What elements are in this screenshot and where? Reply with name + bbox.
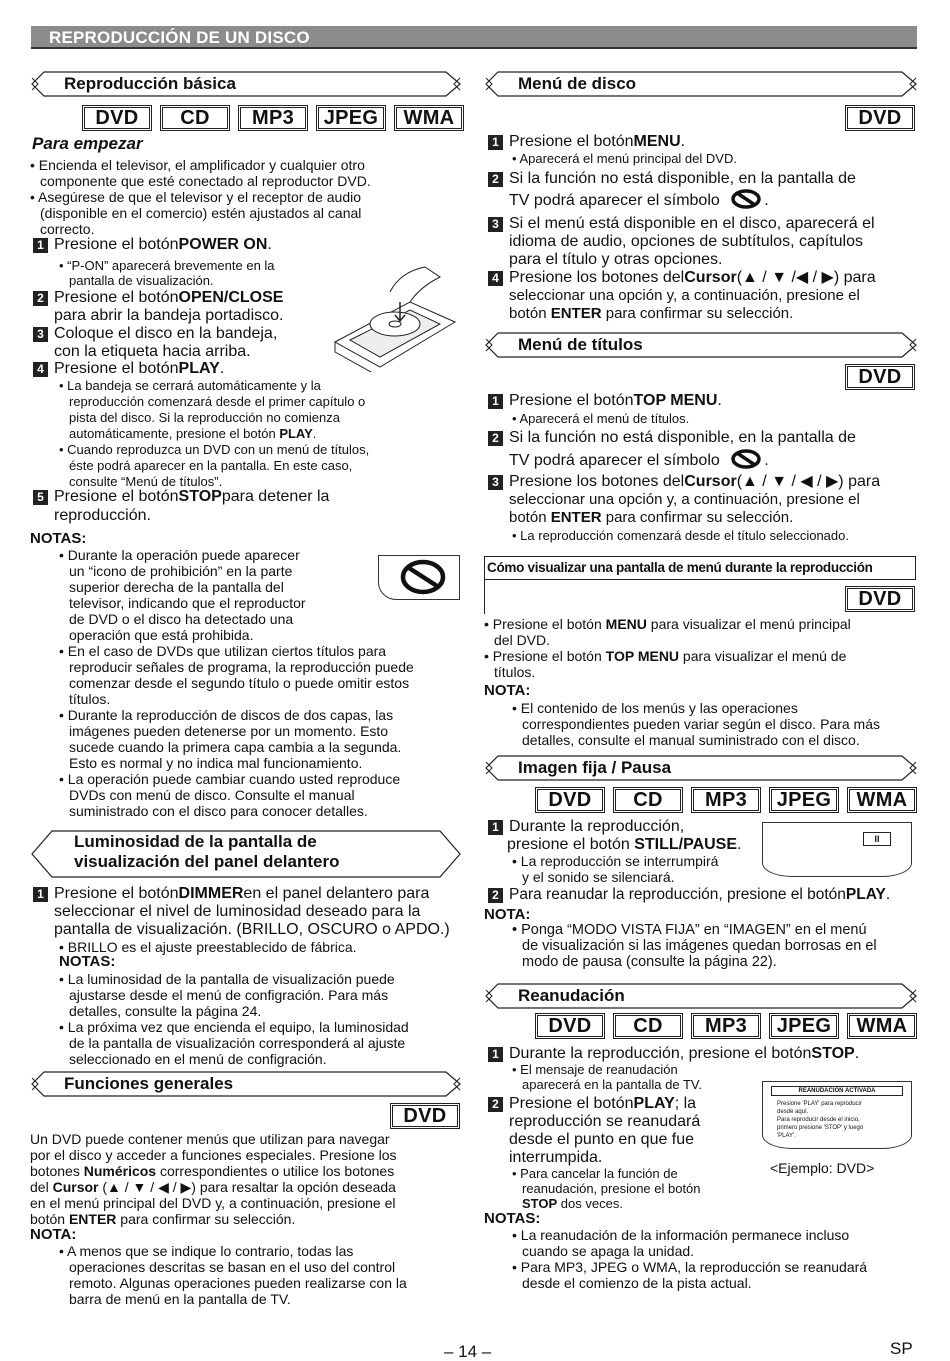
intro-line: • Asegúrese de que el televisor y el receptor de audio <box>30 189 361 205</box>
text: para el título y otras opciones. <box>509 251 723 268</box>
text: • A menos que se indique lo contrario, todas las <box>59 1243 354 1259</box>
disco-step-1 <box>488 133 685 151</box>
text: Para reanudar la reproducción, presione el botón <box>509 886 846 903</box>
text: . <box>267 236 272 253</box>
text: automáticamente, presione el botón <box>69 426 280 441</box>
step-number: 4 <box>33 362 48 377</box>
text: un “icono de prohibición” en la parte <box>69 563 293 579</box>
text: . <box>717 392 722 409</box>
text: consulte “Menú de títulos”. <box>69 474 223 489</box>
titulos-step-3-note: • La reproducción comenzará desde el título seleccionado. <box>512 528 849 543</box>
text: Presione el botón <box>54 360 179 377</box>
text: . <box>219 360 225 377</box>
step-1 <box>33 236 272 254</box>
text: • El contenido de los menús y las operaciones <box>512 700 798 716</box>
step-number: 1 <box>488 394 503 409</box>
text: Cursor <box>52 1179 99 1195</box>
text: seleccionado en el menú de configración. <box>69 1051 327 1067</box>
section-title: Imagen fija / Pausa <box>518 758 672 777</box>
text: remoto. Algunas operaciones pueden realizarse con la <box>69 1275 407 1291</box>
text: • Durante la reproducción de discos de dos capas, las <box>59 707 394 723</box>
text: desde el comienzo de la pista actual. <box>522 1275 752 1291</box>
text: (▲ / ▼ /◀ / ▶) para <box>736 269 876 286</box>
dvd-badge: DVD <box>845 364 915 390</box>
text: Presione los botones del <box>509 269 685 286</box>
text: Cursor <box>684 473 737 490</box>
text: reanudación, presione el botón <box>522 1181 701 1196</box>
titulos-step-2 <box>488 429 856 447</box>
text: Presione el botón <box>54 236 179 253</box>
titulos-step-3-lines <box>509 491 860 527</box>
text: • En el caso de DVDs que utilizan ciertos títulos para <box>59 643 387 659</box>
text: • La luminosidad de la pantalla de visualización puede <box>59 971 395 987</box>
text: títulos. <box>494 664 536 680</box>
text: ENTER <box>68 1211 117 1227</box>
text: STOP <box>811 1045 855 1062</box>
titulos-step-3 <box>488 473 880 491</box>
notas-heading: NOTAS: <box>59 953 116 970</box>
step-3-line: con la etiqueta hacia arriba. <box>54 343 251 360</box>
resume-caption: <Ejemplo: DVD> <box>770 1160 875 1176</box>
intro-line: componente que esté conectado al reproductor DVD. <box>40 173 371 189</box>
step-number: 5 <box>33 490 48 505</box>
fija-nota-list <box>512 922 877 970</box>
text: STOP <box>522 1196 558 1211</box>
text: Para reproducir desde el inicio, <box>777 1117 860 1123</box>
page-number: – 14 – <box>444 1342 492 1361</box>
funciones-nota-list <box>59 1243 407 1307</box>
text: • Durante la operación puede aparecer <box>59 547 300 563</box>
notas-heading: NOTAS: <box>484 1210 541 1227</box>
text: Si el menú está disponible en el disco, aparecerá el <box>509 215 875 232</box>
text: OPEN/CLOSE <box>178 289 284 306</box>
text: suministrado con el disco para conocer detalles. <box>69 803 368 819</box>
text: de visualización si las imágenes quedan borrosas en el <box>522 938 877 954</box>
text: televisor, indicando que el reproductor <box>69 595 306 611</box>
text: en el menú principal del DVD y, a continuación, presione el <box>30 1195 396 1211</box>
intro-list <box>30 157 371 237</box>
text: • Ponga “MODO VISTA FIJA” en “IMAGEN” en el menú <box>512 922 867 938</box>
text: DIMMER <box>178 885 244 902</box>
text: seleccionar una opción y, a continuación, presione el <box>509 491 860 508</box>
section-header-basica <box>30 70 462 98</box>
disco-step-1-note: • Aparecerá el menú principal del DVD. <box>512 151 737 166</box>
text: • Cuando reproduzca un DVD con un menú de títulos, <box>59 442 370 457</box>
text: en el panel delantero para <box>243 885 430 902</box>
jpeg-badge: JPEG <box>769 787 839 813</box>
page-banner <box>31 26 917 49</box>
dvd-badge: DVD <box>390 1103 460 1129</box>
step-number: 2 <box>488 1097 503 1112</box>
text: para visualizar el menú principal <box>646 616 851 632</box>
section-title: Menú de títulos <box>518 335 643 354</box>
step-5-line: reproducción. <box>54 507 151 524</box>
prohibition-screen <box>378 555 460 600</box>
text: interrumpida. <box>509 1149 603 1166</box>
step-number: 1 <box>488 1047 503 1062</box>
text: ENTER <box>550 305 602 322</box>
text: TOP MENU <box>605 648 680 664</box>
text: seleccionar el nivel de luminosidad deseado para la <box>54 903 421 920</box>
text: Presione el botón <box>54 289 179 306</box>
text: imágenes pueden detenerse por un momento. Esto <box>69 723 389 739</box>
step-number: 2 <box>488 888 503 903</box>
text: idioma de audio, opciones de subtítulos, capítulos <box>509 233 864 250</box>
text: botones <box>30 1163 84 1179</box>
titulos-step-1-note: • Aparecerá el menú de títulos. <box>512 411 690 426</box>
text: reproducción comenzará desde el primer capítulo o <box>69 394 366 409</box>
mp3-badge: MP3 <box>691 1013 761 1039</box>
step-1-note <box>59 258 275 288</box>
dvd-badge: DVD <box>845 586 915 612</box>
text: para confirmar su selección. <box>601 509 794 526</box>
fija-step-1 <box>488 818 684 836</box>
section-header-imagen-fija <box>484 754 918 782</box>
section-title <box>74 832 339 873</box>
text: para detener la <box>221 488 330 505</box>
nota-heading: NOTA: <box>484 906 531 923</box>
cd-badge: CD <box>160 105 230 131</box>
text: . <box>737 836 742 853</box>
cd-badge: CD <box>613 1013 683 1039</box>
resume-screen-text <box>777 1100 863 1140</box>
text: pista del disco. Si la reproducción no comienza <box>69 410 340 425</box>
text: Presione el botón <box>509 133 634 150</box>
text: TV podrá aparecer el símbolo <box>509 192 720 209</box>
text: Presione el botón <box>509 1095 634 1112</box>
text: Cursor <box>684 269 737 286</box>
text: ajustarse desde el menú de configración. Para más <box>69 987 389 1003</box>
text: Un DVD puede contener menús que utilizan para navegar <box>30 1131 390 1147</box>
text: PLAY <box>279 426 313 441</box>
text: • La reanudación de la información permanece incluso <box>512 1227 850 1243</box>
text: desde el punto en que fue <box>509 1131 695 1148</box>
text: ENTER <box>550 509 602 526</box>
language-code: SP <box>890 1339 913 1358</box>
pause-icon: II <box>863 832 891 846</box>
section-title: Reproducción básica <box>64 74 236 93</box>
text: barra de menú en la pantalla de TV. <box>69 1291 291 1307</box>
step-number: 1 <box>488 135 503 150</box>
text: títulos. <box>69 691 111 707</box>
section-title: Reanudación <box>518 986 625 1005</box>
reanud-step-2-lines <box>509 1113 700 1167</box>
text: TOP MENU <box>633 392 718 409</box>
text: TV podrá aparecer el símbolo <box>509 452 720 469</box>
section-header-reanudacion <box>484 982 918 1010</box>
text: reproducción se reanudará <box>509 1113 701 1130</box>
text: comenzar desde el segundo título o puede omitir estos <box>69 675 410 691</box>
divider <box>484 580 485 614</box>
text: superior derecha de la pantalla del <box>69 579 284 595</box>
step-number: 3 <box>488 217 503 232</box>
step-number: 2 <box>488 172 503 187</box>
text: PLAY <box>633 1095 675 1112</box>
text: • Para cancelar la función de <box>512 1166 678 1181</box>
text: para visualizar el menú de <box>679 648 847 664</box>
resume-screen-title: REANUDACIÓN ACTIVADA <box>771 1086 903 1096</box>
lum-notas-list <box>59 971 409 1067</box>
intro-line: correcto. <box>40 221 95 237</box>
text: PLAY <box>178 360 220 377</box>
text: 'PLAY'. <box>777 1133 796 1139</box>
text: operación que está prohibida. <box>69 627 254 643</box>
step-number: 1 <box>33 887 48 902</box>
text: Presione 'PLAY' para reproducir <box>777 1101 862 1107</box>
subsection-header-visualizar: Cómo visualizar una pantalla de menú durante la reproducción <box>484 556 916 580</box>
fija-step-2 <box>488 886 890 904</box>
text: Si la función no está disponible, en la pantalla de <box>509 429 856 446</box>
section-header-luminosidad <box>30 829 462 879</box>
text: dos veces. <box>557 1196 623 1211</box>
text: detalles, consulte la página 24. <box>69 1003 262 1019</box>
text: del <box>30 1179 53 1195</box>
subtitle: Para empezar <box>32 134 143 153</box>
text: Numéricos <box>83 1163 157 1179</box>
step-number: 3 <box>33 327 48 342</box>
text: para confirmar su selección. <box>601 305 794 322</box>
jpeg-badge: JPEG <box>769 1013 839 1039</box>
text: . <box>885 886 891 903</box>
text: de la pantalla de visualización corresponderá al ajuste <box>69 1035 406 1051</box>
text: Durante la reproducción, presione el botón <box>509 1045 812 1062</box>
text: Presione el botón <box>509 392 634 409</box>
wma-badge: WMA <box>847 1013 917 1039</box>
text: Presione el botón <box>54 885 179 902</box>
text: . <box>854 1045 860 1062</box>
nota-heading: NOTA: <box>30 1226 77 1243</box>
text: Presione el botón <box>54 488 179 505</box>
text: • Presione el botón <box>484 616 606 632</box>
dvd-badge: DVD <box>535 787 605 813</box>
text: detalles, consulte el manual suministrado con el disco. <box>522 732 860 748</box>
text: reproducir señales de programa, la reproducción puede <box>69 659 414 675</box>
cd-badge: CD <box>613 787 683 813</box>
prohibition-icon <box>730 189 764 209</box>
step-number: 4 <box>488 271 503 286</box>
reanud-notas-list <box>512 1227 867 1291</box>
step-4-notes: • La bandeja se cerrará automáticamente y la reproducción comenzará desde el primer capítulo o pista del disco. Si la reproducción no comienza automáticamente, presione el botón PLAY. • Cuando reproduzca un DVD con un menú de títulos, éste podrá aparecer en la pantalla. En este caso, consulte “Menú de títulos”. <box>59 378 370 489</box>
text: DVDs con menú de disco. Consulte el manual <box>69 787 355 803</box>
mp3-badge: MP3 <box>691 787 761 813</box>
pause-screen <box>762 822 912 877</box>
text: • El mensaje de reanudación <box>512 1062 678 1077</box>
text: modo de pausa (consulte la página 22). <box>522 954 777 970</box>
text: cuando se apaga la unidad. <box>522 1243 695 1259</box>
reanud-step-2 <box>488 1095 696 1113</box>
text: pantalla de visualización. (BRILLO, OSCURO o APDO.) <box>54 921 450 938</box>
disco-step-2 <box>488 170 856 188</box>
step-4 <box>33 360 224 378</box>
text: Coloque el disco en la bandeja, <box>54 325 278 342</box>
visualizar-nota-list <box>512 700 880 748</box>
text: seleccionar una opción y, a continuación, presione el <box>509 287 860 304</box>
text: pantalla de visualización. <box>69 273 214 288</box>
step-2-line: para abrir la bandeja portadisco. <box>54 307 284 324</box>
disco-step-4-lines <box>509 287 860 323</box>
dvd-badge: DVD <box>82 105 152 131</box>
section-title: Funciones generales <box>64 1074 234 1093</box>
funciones-paragraph <box>30 1131 397 1227</box>
step-number: 1 <box>33 238 48 253</box>
text: presione el botón <box>507 836 635 853</box>
text: de DVD o el disco ha detectado una <box>69 611 294 627</box>
disco-step-3-lines <box>509 233 863 269</box>
step-number: 2 <box>33 291 48 306</box>
wma-badge: WMA <box>394 105 464 131</box>
text: • La próxima vez que encienda el equipo, la luminosidad <box>59 1019 409 1035</box>
dvd-badge: DVD <box>845 105 915 131</box>
titulos-step-2-line: TV podrá aparecer el símbolo . <box>509 449 769 470</box>
text: PLAY <box>845 886 886 903</box>
text: del DVD. <box>494 632 551 648</box>
mp3-badge: MP3 <box>238 105 308 131</box>
prohibition-icon <box>379 556 461 601</box>
text: éste podrá aparecer en la pantalla. En este caso, <box>69 458 353 473</box>
text: Presione los botones del <box>509 473 685 490</box>
reanud-step-2-note <box>512 1166 701 1211</box>
prohibition-icon <box>730 449 764 469</box>
intro-line: (disponible en el comercio) estén ajustados al canal <box>40 205 362 221</box>
text: • Para MP3, JPEG o WMA, la reproducción se reanudará <box>512 1259 868 1275</box>
section-header-menu-titulos <box>484 331 918 359</box>
text: ; la <box>674 1095 697 1112</box>
section-header-menu-disco <box>484 70 918 98</box>
step-3 <box>33 325 277 343</box>
text: sucede cuando la primera capa cambia a la segunda. <box>69 739 402 755</box>
text: operaciones descritas se basan en el uso del control <box>69 1259 396 1275</box>
text: • Presione el botón <box>484 648 606 664</box>
text: Luminosidad de la pantalla de <box>74 832 317 851</box>
text: y el sonido se silenciará. <box>522 869 675 885</box>
disco-step-2-line: TV podrá aparecer el símbolo . <box>509 189 769 210</box>
format-badges-basica <box>82 105 464 131</box>
text: POWER ON <box>178 236 268 253</box>
text: para confirmar su selección. <box>116 1211 296 1227</box>
resume-screen <box>762 1081 912 1149</box>
nota-heading: NOTA: <box>484 682 531 699</box>
disc-tray-illustration <box>330 262 460 372</box>
text: por el disco y acceder a funciones especiales. Presione los <box>30 1147 397 1163</box>
step-5 <box>33 488 329 506</box>
text: botón <box>509 305 551 322</box>
dvd-badge: DVD <box>535 1013 605 1039</box>
lum-step-1-lines <box>54 903 450 939</box>
text: Esto es normal y no indica mal funcionamiento. <box>69 755 363 771</box>
text: STILL/PAUSE <box>634 836 738 853</box>
section-header-funciones <box>30 1070 462 1098</box>
notas-list <box>59 547 414 819</box>
text: primero presione 'STOP' y luego <box>777 1125 864 1131</box>
text: • La reproducción se interrumpirá <box>512 853 719 869</box>
text: STOP <box>178 488 222 505</box>
text: • La bandeja se cerrará automáticamente y la <box>59 378 321 393</box>
format-badges-fija <box>535 787 917 813</box>
text: • “P-ON” aparecerá brevemente en la <box>59 258 275 273</box>
wma-badge: WMA <box>847 787 917 813</box>
text: correspondientes pueden variar según el disco. Para más <box>522 716 880 732</box>
reanud-step-1 <box>488 1045 859 1063</box>
step-2 <box>33 289 283 307</box>
intro-line: • Encienda el televisor, el amplificador y cualquier otro <box>30 157 365 173</box>
disco-step-3 <box>488 215 875 233</box>
text: aparecerá en la pantalla de TV. <box>522 1077 702 1092</box>
section-title: Menú de disco <box>518 74 637 93</box>
lum-note: • BRILLO es el ajuste preestablecido de fábrica. <box>59 939 357 955</box>
fija-step-1-line <box>507 836 741 854</box>
fija-step-1-note <box>512 853 718 885</box>
text: Si la función no está disponible, en la pantalla de <box>509 170 856 187</box>
jpeg-badge: JPEG <box>316 105 386 131</box>
text: visualización del panel delantero <box>74 852 340 872</box>
text: botón <box>509 509 551 526</box>
step-number: 1 <box>488 820 503 835</box>
text: • La operación puede cambiar cuando usted reproduce <box>59 771 401 787</box>
disco-step-4 <box>488 269 876 287</box>
titulos-step-1 <box>488 392 722 410</box>
visualizar-list <box>484 616 851 680</box>
text: MENU <box>605 616 647 632</box>
reanud-step-1-note <box>512 1062 702 1092</box>
notas-heading: NOTAS: <box>30 530 87 547</box>
step-number: 2 <box>488 431 503 446</box>
banner-title: REPRODUCCIÓN DE UN DISCO <box>49 28 310 47</box>
text: . <box>680 133 686 150</box>
text: Durante la reproducción, <box>509 818 685 835</box>
text: correspondientes o utilice los botones <box>156 1163 395 1179</box>
step-number: 3 <box>488 475 503 490</box>
text: botón <box>30 1211 69 1227</box>
text: (▲ / ▼ / ◀ / ▶) para resaltar la opción deseada <box>98 1179 396 1195</box>
text: desde aquí. <box>777 1109 809 1115</box>
text: MENU <box>633 133 681 150</box>
lum-step-1 <box>33 885 429 903</box>
text: (▲ / ▼ / ◀ / ▶) para <box>736 473 881 490</box>
format-badges-reanudacion <box>535 1013 917 1039</box>
